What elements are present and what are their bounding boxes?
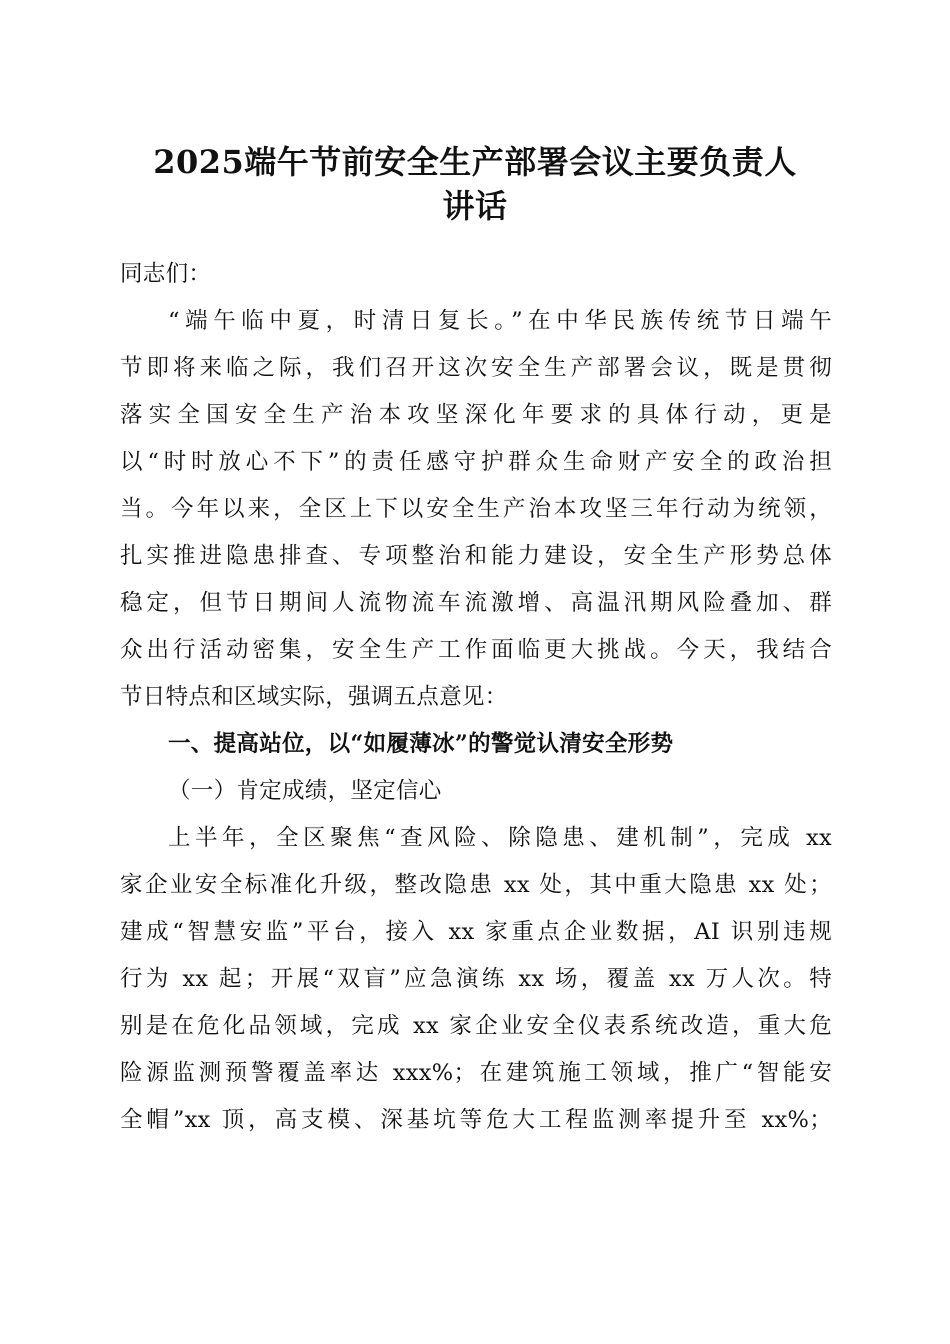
document-title-line-1: 2025端午节前安全生产部署会议主要负责人 [153, 143, 797, 181]
paragraph-line: 以“时时放心不下”的责任感守护群众生命财产安全的政治担 [120, 449, 832, 475]
paragraph-line: 家企业安全标准化升级，整改隐患 xx 处，其中重大隐患 xx 处； [120, 872, 832, 898]
paragraph-line: 当。今年以来，全区上下以安全生产治本攻坚三年行动为统领， [120, 496, 832, 522]
paragraph-line: 险源监测预警覆盖率达 xxx%；在建筑施工领域，推广“智能安 [120, 1060, 832, 1086]
paragraph-line: “端午临中夏，时清日复长。”在中华民族传统节日端午 [168, 308, 832, 334]
paragraph-line: 建成“智慧安监”平台，接入 xx 家重点企业数据，AI 识别违规 [120, 919, 832, 945]
paragraph-line: 上半年，全区聚焦“查风险、除隐患、建机制”，完成 xx [168, 825, 832, 851]
document-body [120, 251, 832, 1144]
paragraph-line: 别是在危化品领域，完成 xx 家企业安全仪表系统改造，重大危 [120, 1013, 832, 1039]
salutation: 同志们： [120, 261, 212, 287]
paragraph-1 [120, 298, 832, 721]
subsection-heading: （一）肯定成绩，坚定信心 [168, 778, 442, 804]
section-heading: 一、提高站位，以“如履薄冰”的警觉认清安全形势 [168, 731, 674, 757]
paragraph-line: 扎实推进隐患排查、专项整治和能力建设，安全生产形势总体 [120, 543, 832, 569]
paragraph-line: 行为 xx 起；开展“双盲”应急演练 xx 场，覆盖 xx 万人次。特 [120, 966, 832, 992]
paragraph-line: 全帽”xx 顶，高支模、深基坑等危大工程监测率提升至 xx%； [120, 1107, 832, 1133]
paragraph-line: 众出行活动密集，安全生产工作面临更大挑战。今天，我结合 [120, 637, 832, 663]
document-title-line-2: 讲话 [442, 187, 508, 225]
paragraph-line: 节日特点和区域实际，强调五点意见： [120, 684, 508, 710]
paragraph-line: 节即将来临之际，我们召开这次安全生产部署会议，既是贯彻 [120, 355, 832, 381]
paragraph-2 [120, 815, 832, 1144]
paragraph-line: 落实全国安全生产治本攻坚深化年要求的具体行动，更是 [120, 402, 832, 428]
paragraph-line: 稳定，但节日期间人流物流车流激增、高温汛期风险叠加、群 [120, 590, 832, 616]
